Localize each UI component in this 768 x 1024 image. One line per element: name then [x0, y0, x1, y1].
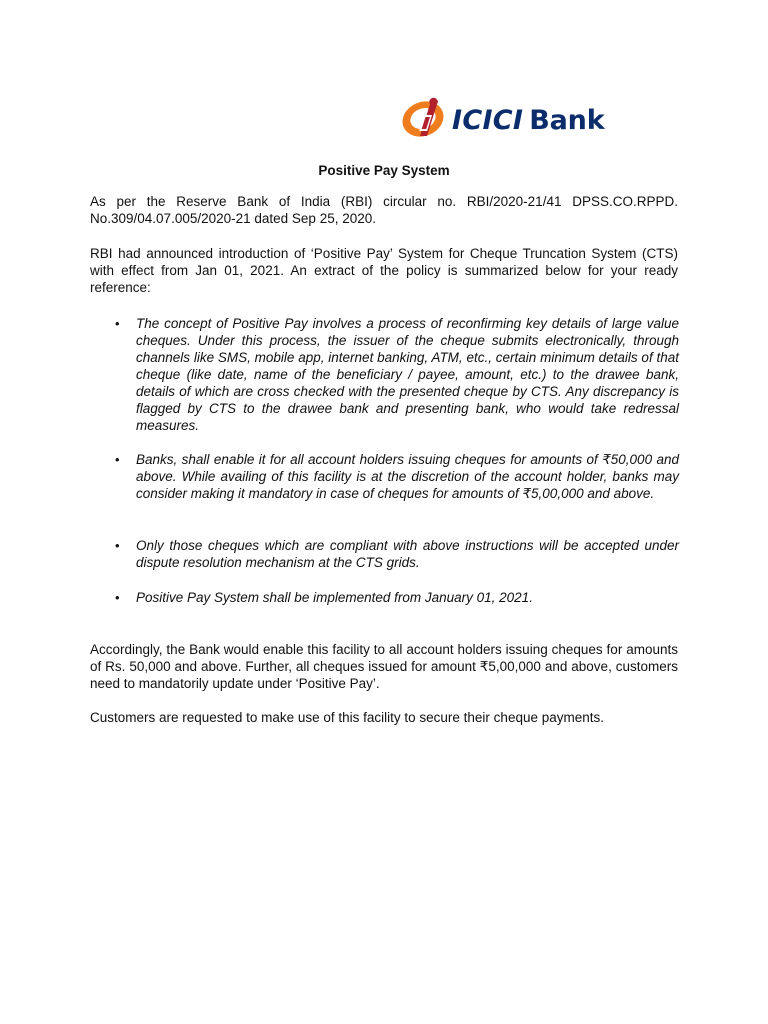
list-item — [115, 537, 679, 571]
bullet-icon: • — [115, 590, 120, 605]
bullet-icon: • — [115, 538, 120, 553]
intro-paragraph-announcement: RBI had announced introduction of ‘Positive Pay’ System for Cheque Truncation System (CTS) with effect from Jan 01, 2021. An extract of the policy is summarized below for your ready reference: — [90, 246, 678, 295]
bullet-icon: • — [115, 452, 120, 467]
intro-paragraph-circular: As per the Reserve Bank of India (RBI) circular no. RBI/2020-21/41 DPSS.CO.RPPD. No.309/04.07.005/2020-21 dated Sep 25, 2020. — [90, 194, 678, 226]
bullet-text: Positive Pay System shall be implemented from January 01, 2021. — [136, 590, 533, 605]
closing-paragraph-request: Customers are requested to make use of this facility to secure their cheque payments. — [90, 710, 605, 725]
closing-paragraph-facility: Accordingly, the Bank would enable this facility to all account holders issuing cheques for amounts of Rs. 50,000 and above. Further, all cheques issued for amount ₹5,00,000 and above, customers need to mandatorily update under ‘Positive Pay’. — [90, 642, 678, 691]
bullet-text: Only those cheques which are compliant with above instructions will be accepted under dispute resolution mechanism at the CTS grids. — [136, 538, 679, 570]
list-item — [115, 451, 679, 502]
bullet-text: The concept of Positive Pay involves a process of reconfirming key details of large value cheques. Under this process, the issuer of the cheque submits electronically, through channels like SMS, mobile app, internet banking, ATM, etc., certain minimum details of that cheque (like date, name of the beneficiary / payee, amount, etc.) to the drawee bank, details of which are cross checked with the presented cheque by CTS. Any discrepancy is flagged by CTS to the drawee bank and presenting bank, who would take redressal measures. — [136, 316, 679, 433]
logo-text-icici: ICICI — [452, 104, 524, 136]
bullet-icon: • — [115, 316, 120, 331]
list-item — [115, 315, 679, 434]
logo-text-bank: Bank — [529, 104, 605, 136]
document-title: Positive Pay System — [318, 163, 450, 178]
bullet-text: Banks, shall enable it for all account holders issuing cheques for amounts of ₹50,000 and above. While availing of this facility is at the discretion of the account holder, banks may consider making it mandatory in case of cheques for amounts of ₹5,00,000 and above. — [136, 452, 679, 501]
list-item — [115, 589, 679, 606]
